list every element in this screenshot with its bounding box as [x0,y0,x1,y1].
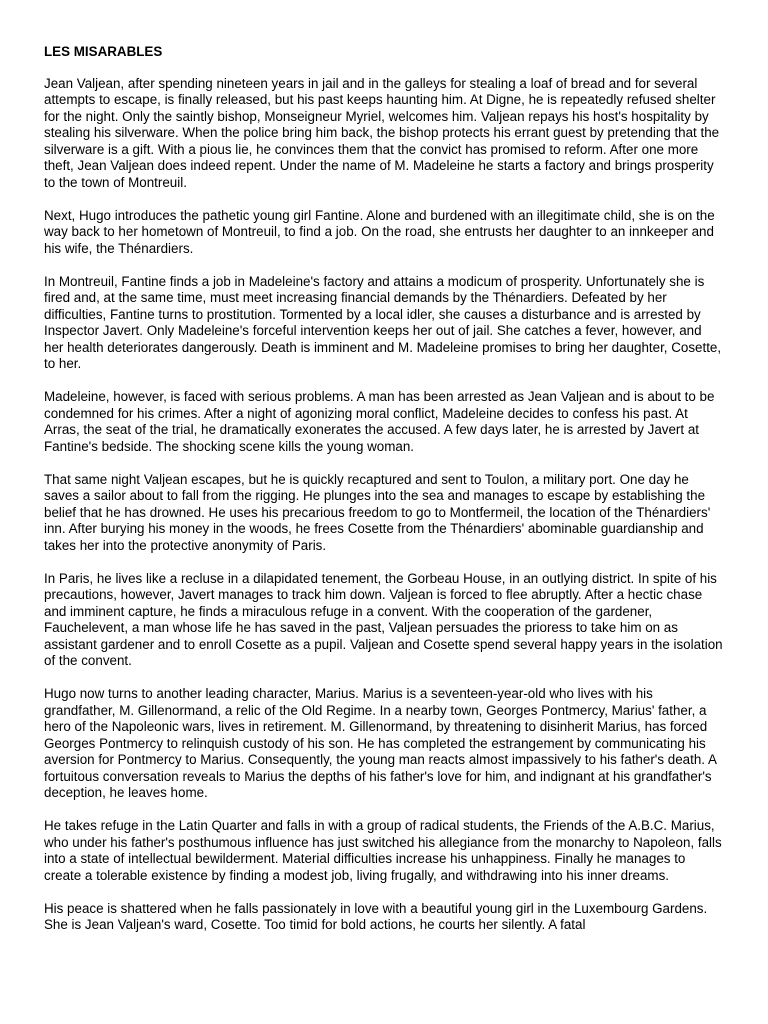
paragraph-6: In Paris, he lives like a recluse in a dilapidated tenement, the Gorbeau House, in an outlying district. In spite of his precautions, however, Javert manages to track him down. Valjean is forced to flee abruptly. After a hectic chase and imminent capture, he finds a miraculous refuge in a convent. With the cooperation of the gardener, Fauchelevent, a man whose life he has saved in the past, Valjean persuades the prioress to take him on as assistant gardener and to enroll Cosette as a pupil. Valjean and Cosette spend several happy years in the isolation of the convent. [44,570,723,668]
document-body [44,44,724,950]
paragraph-9: His peace is shattered when he falls passionately in love with a beautiful young girl in the Luxembourg Gardens. She is Jean Valjean's ward, Cosette. Too timid for bold actions, he courts her silently. A fatal [44,900,708,932]
document-title: LES MISARABLES [44,44,163,59]
paragraph-3: In Montreuil, Fantine finds a job in Madeleine's factory and attains a modicum of prosperity. Unfortunately she is fired and, at the same time, must meet increasing financial demands by the Thénardiers. Defeated by her difficulties, Fantine turns to prostitution. Tormented by a local idler, she causes a disturbance and is arrested by Inspector Javert. Only Madeleine's forceful intervention keeps her out of jail. She catches a fever, however, and her health deteriorates dangerously. Death is imminent and M. Madeleine promises to bring her daughter, Cosette, to her. [44,273,722,371]
paragraph-8: He takes refuge in the Latin Quarter and falls in with a group of radical students, the Friends of the A.B.C. Marius, who under his father's posthumous influence has just switched his allegiance from the monarchy to Napoleon, falls into a state of intellectual bewilderment. Material difficulties increase his unhappiness. Finally he manages to create a tolerable existence by finding a modest job, living frugally, and withdrawing into his inner dreams. [44,818,722,883]
paragraph-1: Jean Valjean, after spending nineteen years in jail and in the galleys for stealing a loaf of bread and for several attempts to escape, is finally released, but his past keeps haunting him. At Digne, he is repeatedly refused shelter for the night. Only the saintly bishop, Monseigneur Myriel, welcomes him. Valjean repays his host's hospitality by stealing his silverware. When the police bring him back, the bishop protects his errant guest by pretending that the silverware is a gift. With a pious lie, he convinces them that the convict has promised to reform. After one more theft, Jean Valjean does indeed repent. Under the name of M. Madeleine he starts a factory and brings prosperity to the town of Montreuil. [44,75,720,190]
paragraph-7: Hugo now turns to another leading character, Marius. Marius is a seventeen-year-old who lives with his grandfather, M. Gillenormand, a relic of the Old Regime. In a nearby town, Georges Pontmercy, Marius' father, a hero of the Napoleonic wars, lives in retirement. M. Gillenormand, by threatening to disinherit Marius, has forced Georges Pontmercy to relinquish custody of his son. He has completed the estrangement by communicating his aversion for Pontmercy to Marius. Consequently, the young man reacts almost impassively to his father's death. A fortuitous conversation reveals to Marius the depths of his father's love for him, and indignant at his grandfather's deception, he leaves home. [44,686,717,800]
paragraph-2: Next, Hugo introduces the pathetic young girl Fantine. Alone and burdened with an illegitimate child, she is on the way back to her hometown of Montreuil, to find a job. On the road, she entrusts her daughter to an innkeeper and his wife, the Thénardiers. [44,207,715,256]
paragraph-5: That same night Valjean escapes, but he is quickly recaptured and sent to Toulon, a military port. One day he saves a sailor about to fall from the rigging. He plunges into the sea and manages to escape by establishing the belief that he has drowned. He uses his precarious freedom to go to Montfermeil, the location of the Thénardiers' inn. After burying his money in the woods, he frees Cosette from the Thénardiers' abominable guardianship and takes her into the protective anonymity of Paris. [44,471,711,553]
paragraph-4: Madeleine, however, is faced with serious problems. A man has been arrested as Jean Valjean and is about to be condemned for his crimes. After a night of agonizing moral conflict, Madeleine decides to confess his past. At Arras, the seat of the trial, he dramatically exonerates the accused. A few days later, he is arrested by Javert at Fantine's bedside. The shocking scene kills the young woman. [44,389,715,454]
